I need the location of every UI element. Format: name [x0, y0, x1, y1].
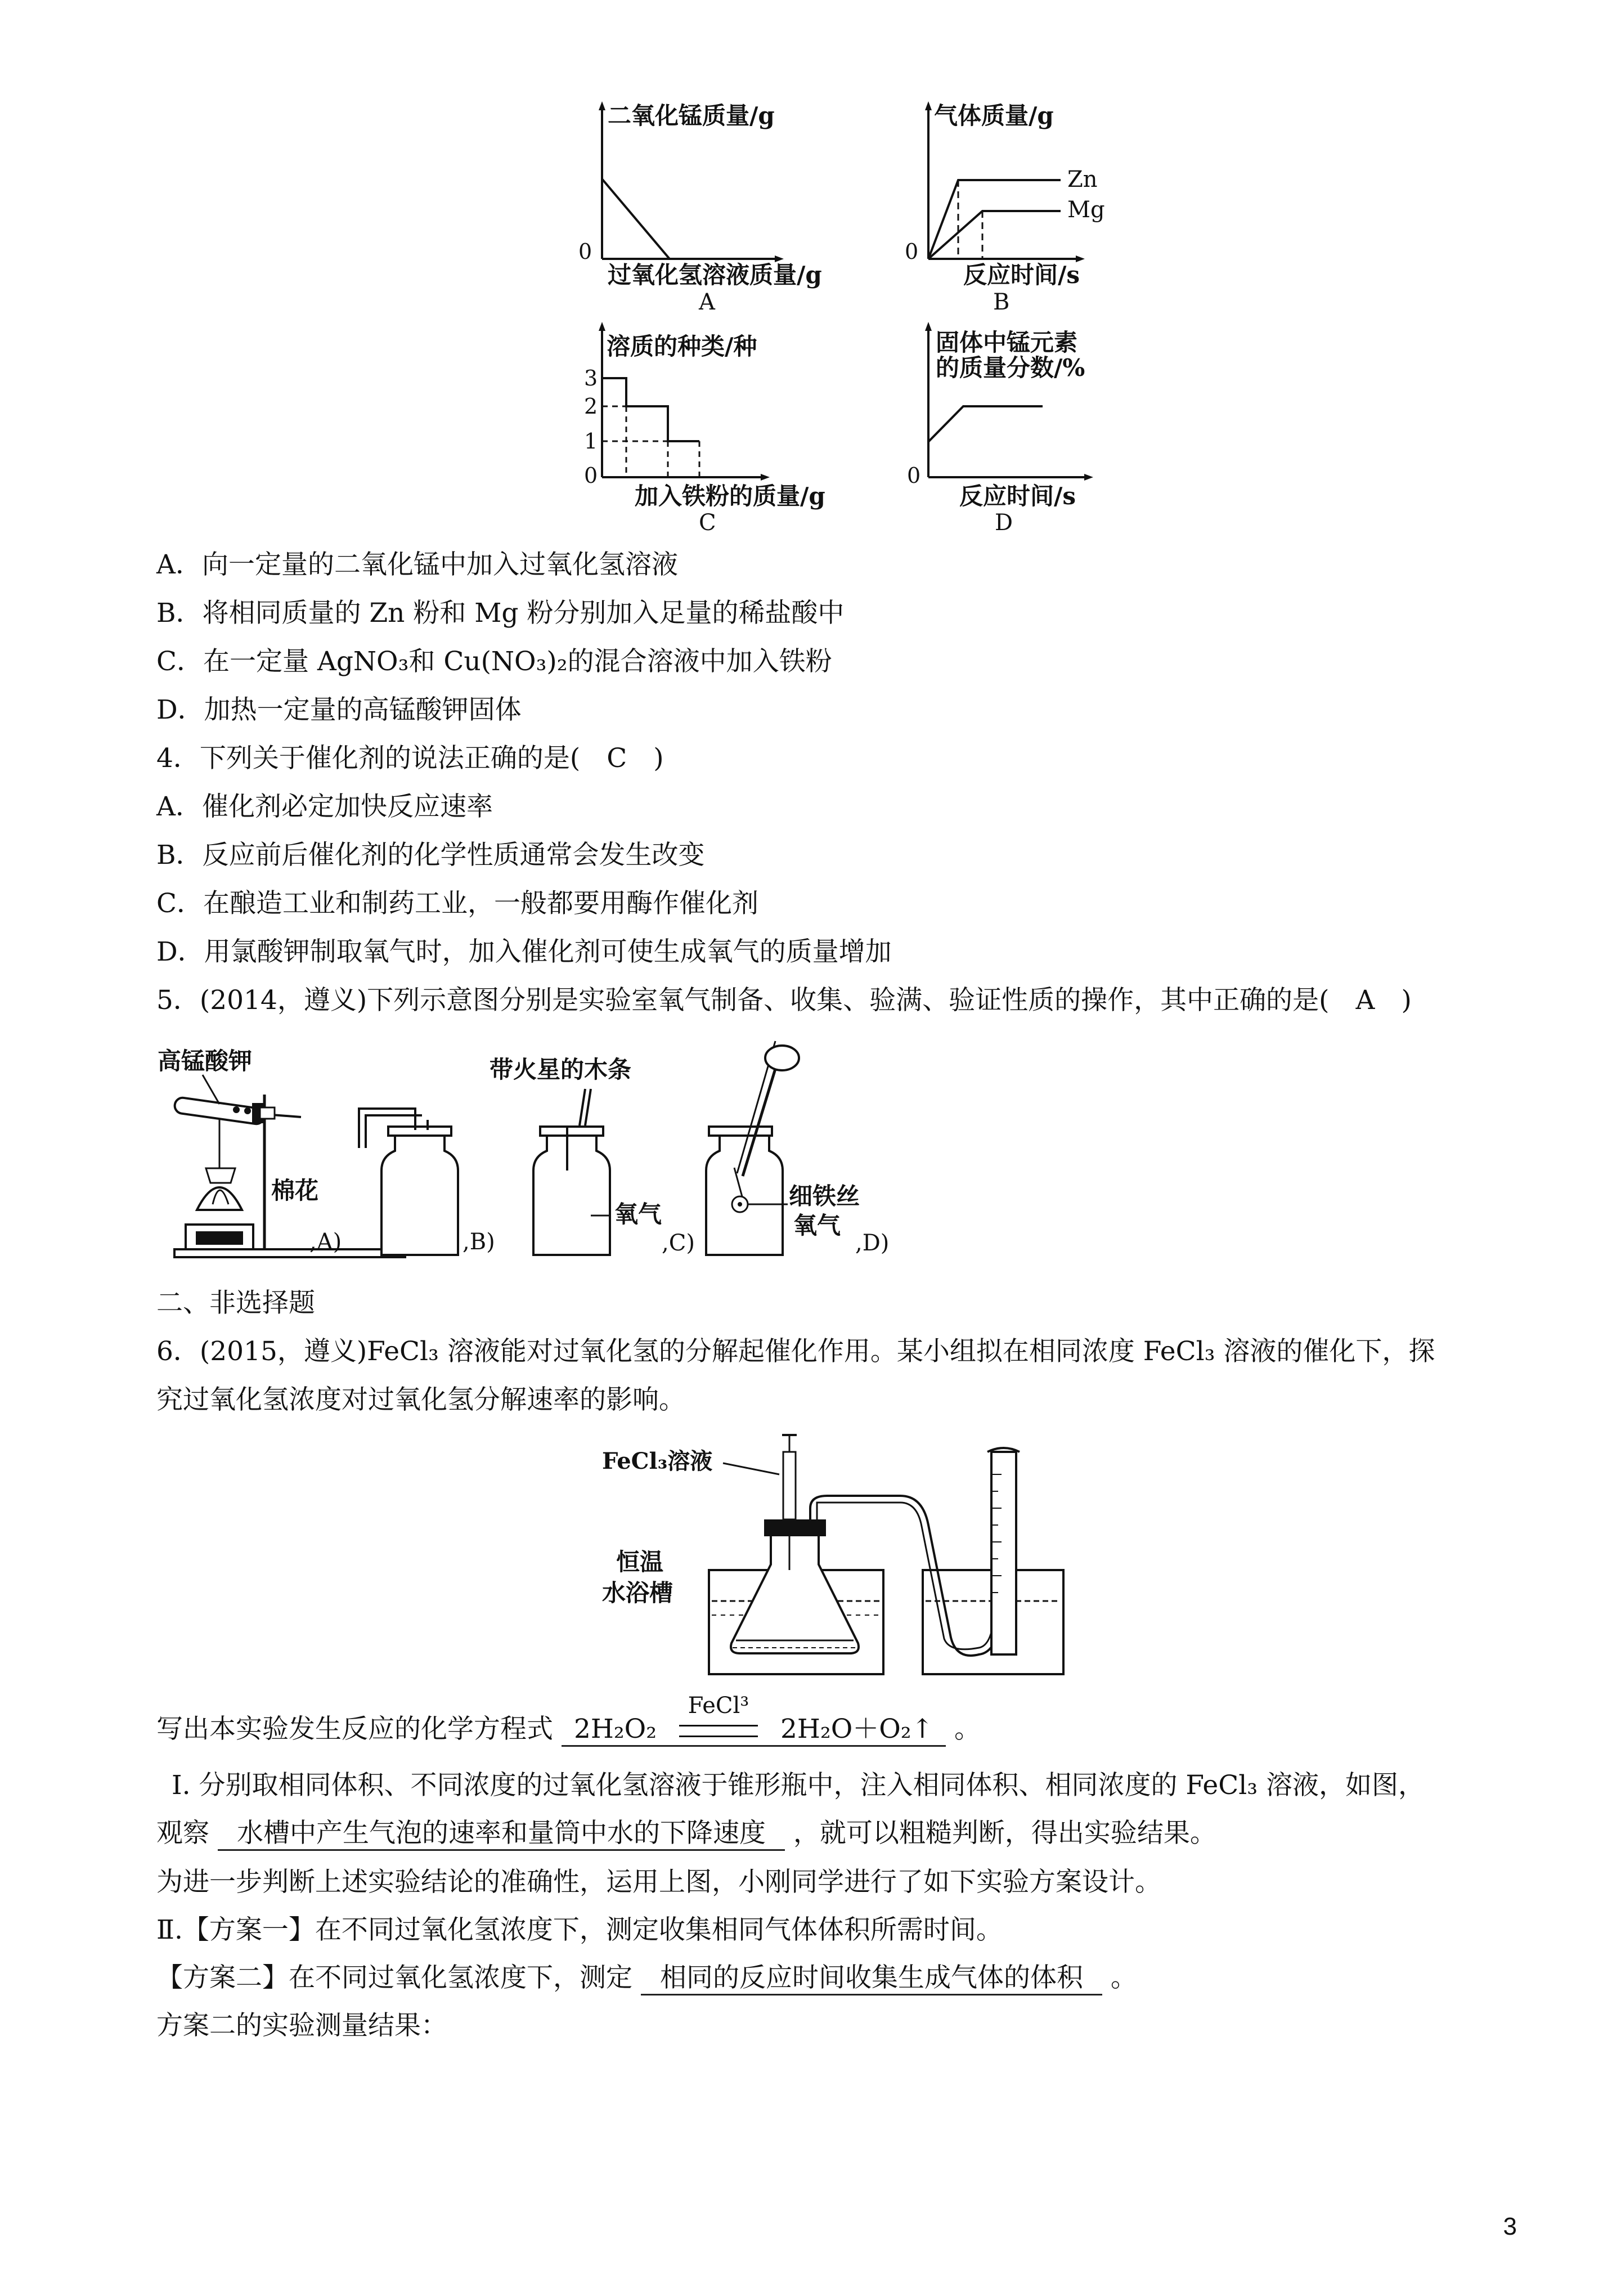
graph-c-xlabel: 加入铁粉的质量/g	[635, 482, 825, 510]
q6-para-1b	[156, 1817, 1216, 1851]
q6-para-3: Ⅱ.【方案一】在不同过氧化氢浓度下，测定收集相同气体体积所需时间。	[156, 1914, 1003, 1945]
graph-c	[584, 326, 825, 536]
q4-option-a: A．催化剂必定加快反应速率	[156, 791, 493, 822]
q5-setup-c	[490, 1056, 695, 1256]
q5-label-kmno4: 高锰酸钾	[158, 1047, 253, 1075]
q6-equation-end: 。	[954, 1714, 981, 1745]
graph-b-zn-line	[928, 180, 1061, 259]
q6-para-4	[156, 1961, 1137, 1995]
q6-line-1: 6．(2015，遵义)FeCl₃ 溶液能对过氧化氢的分解起催化作用。某小组拟在相同浓度 FeCl₃ 溶液的催化下，探	[156, 1336, 1435, 1367]
q5-label-oxygen-c: 氧气	[614, 1200, 662, 1228]
graph-d-ylabel-2: 的质量分数/%	[936, 354, 1085, 382]
q6-para-1a: Ⅰ. 分别取相同体积、不同浓度的过氧化氢溶液于锥形瓶中，注入相同体积、相同浓度的 FeCl₃ 溶液，如图，	[172, 1770, 1425, 1801]
graph-b-letter: B	[993, 289, 1010, 315]
graph-a-xlabel: 过氧化氢溶液质量/g	[608, 261, 822, 289]
q6-label-bath-2: 水浴槽	[602, 1579, 673, 1607]
graph-c-letter: C	[699, 510, 716, 536]
graph-a-ylabel: 二氧化锰质量/g	[608, 102, 775, 129]
q5-label-b: ,B)	[462, 1229, 495, 1255]
graph-c-step-line	[602, 378, 699, 441]
q6-line-2: 究过氧化氢浓度对过氧化氢分解速率的影响。	[156, 1384, 685, 1415]
q4-option-d: D．用氯酸钾制取氧气时，加入催化剂可使生成氧气的质量增加	[156, 936, 892, 967]
q6-equation-right: 2H₂O＋O₂↑	[780, 1714, 933, 1745]
graph-c-ylabel: 溶质的种类/种	[607, 333, 757, 360]
graph-c-tick-3: 3	[584, 366, 598, 391]
q5-setup-d	[706, 1041, 889, 1256]
graph-d	[907, 326, 1089, 536]
graph-c-tick-2: 2	[584, 394, 598, 419]
q5-label-splint: 带火星的木条	[490, 1056, 632, 1083]
page-number: 3	[1503, 2213, 1517, 2240]
graph-a-letter: A	[699, 289, 715, 315]
q5-stem: 5．(2014，遵义)下列示意图分别是实验室氧气制备、收集、验满、验证性质的操作，其中正确的是( A )	[156, 985, 1412, 1016]
q6-para-5: 方案二的实验测量结果：	[156, 2010, 447, 2041]
graph-b-ylabel: 气体质量/g	[934, 102, 1054, 129]
q6-answer-observe: 水槽中产生气泡的速率和量筒中水的下降速度	[218, 1818, 785, 1851]
graph-b	[905, 102, 1105, 315]
q5-setup-b	[359, 1109, 495, 1255]
q6-equation-left: 2H₂O₂	[573, 1714, 657, 1745]
graphs-figure	[540, 90, 1159, 540]
q5-label-c: ,C)	[662, 1230, 695, 1256]
q4-option-b: B．反应前后催化剂的化学性质通常会发生改变	[156, 840, 705, 871]
q3-option-d: D．加热一定量的高锰酸钾固体	[156, 694, 522, 725]
q6-equation-catalyst: FeCl³	[688, 1693, 749, 1719]
q6-label-bath-1: 恒温	[616, 1548, 664, 1576]
graph-a-origin: 0	[578, 239, 592, 264]
graph-c-origin: 0	[584, 463, 598, 488]
q3-option-b: B．将相同质量的 Zn 粉和 Mg 粉分别加入足量的稀盐酸中	[156, 598, 845, 629]
graph-b-mg-line	[928, 211, 1061, 259]
q6-equation-answer	[562, 1693, 946, 1747]
q6-apparatus-figure	[585, 1429, 1092, 1677]
q5-label-oxygen-d: 氧气	[793, 1212, 841, 1239]
q5-label-cotton: 棉花	[271, 1177, 319, 1204]
graph-d-line	[928, 406, 1043, 442]
q4-option-c: C．在酿造工业和制药工业，一般都要用酶作催化剂	[156, 888, 758, 919]
q6-para-4-suffix: 。	[1110, 1962, 1137, 1993]
q6-para-2: 为进一步判断上述实验结论的准确性，运用上图，小刚同学进行了如下实验方案设计。	[156, 1867, 1161, 1898]
q6-para-1b-suffix: ，就可以粗糙判断，得出实验结果。	[793, 1818, 1216, 1849]
q5-setup-a	[158, 1047, 405, 1257]
q5-apparatus-figure	[152, 1035, 940, 1272]
graph-d-origin: 0	[907, 463, 921, 488]
graph-b-series-mg: Mg	[1067, 197, 1105, 223]
graph-a-line	[602, 179, 670, 259]
graph-d-xlabel: 反应时间/s	[959, 482, 1076, 510]
q3-option-c: C．在一定量 AgNO₃和 Cu(NO₃)₂的混合溶液中加入铁粉	[156, 646, 832, 677]
q6-equation-arrow	[665, 1693, 772, 1745]
q5-label-iron-wire: 细铁丝	[789, 1182, 860, 1210]
q5-label-a: ,A)	[309, 1229, 342, 1255]
graph-b-xlabel: 反应时间/s	[963, 261, 1080, 289]
graph-d-letter: D	[995, 510, 1013, 536]
q3-option-a: A．向一定量的二氧化锰中加入过氧化氢溶液	[156, 549, 678, 580]
q6-para-1b-prefix: 观察	[156, 1818, 209, 1849]
q6-label-fecl3: FeCl₃溶液	[602, 1448, 713, 1474]
graph-b-origin: 0	[905, 239, 919, 264]
q6-equation-line	[156, 1693, 981, 1747]
graph-c-tick-1: 1	[584, 429, 598, 454]
q4-stem: 4．下列关于催化剂的说法正确的是( C )	[156, 743, 664, 774]
section2-heading: 二、非选择题	[156, 1288, 315, 1319]
q5-label-d: ,D)	[855, 1230, 890, 1256]
q6-equation-prefix: 写出本实验发生反应的化学方程式	[156, 1714, 553, 1745]
q6-answer-plan2: 相同的反应时间收集生成气体的体积	[641, 1962, 1102, 1995]
graph-d-ylabel-1: 固体中锰元素	[936, 329, 1078, 356]
graph-b-series-zn: Zn	[1067, 167, 1098, 192]
graph-a	[578, 102, 822, 315]
q6-para-4-prefix: 【方案二】在不同过氧化氢浓度下，测定	[156, 1962, 632, 1993]
